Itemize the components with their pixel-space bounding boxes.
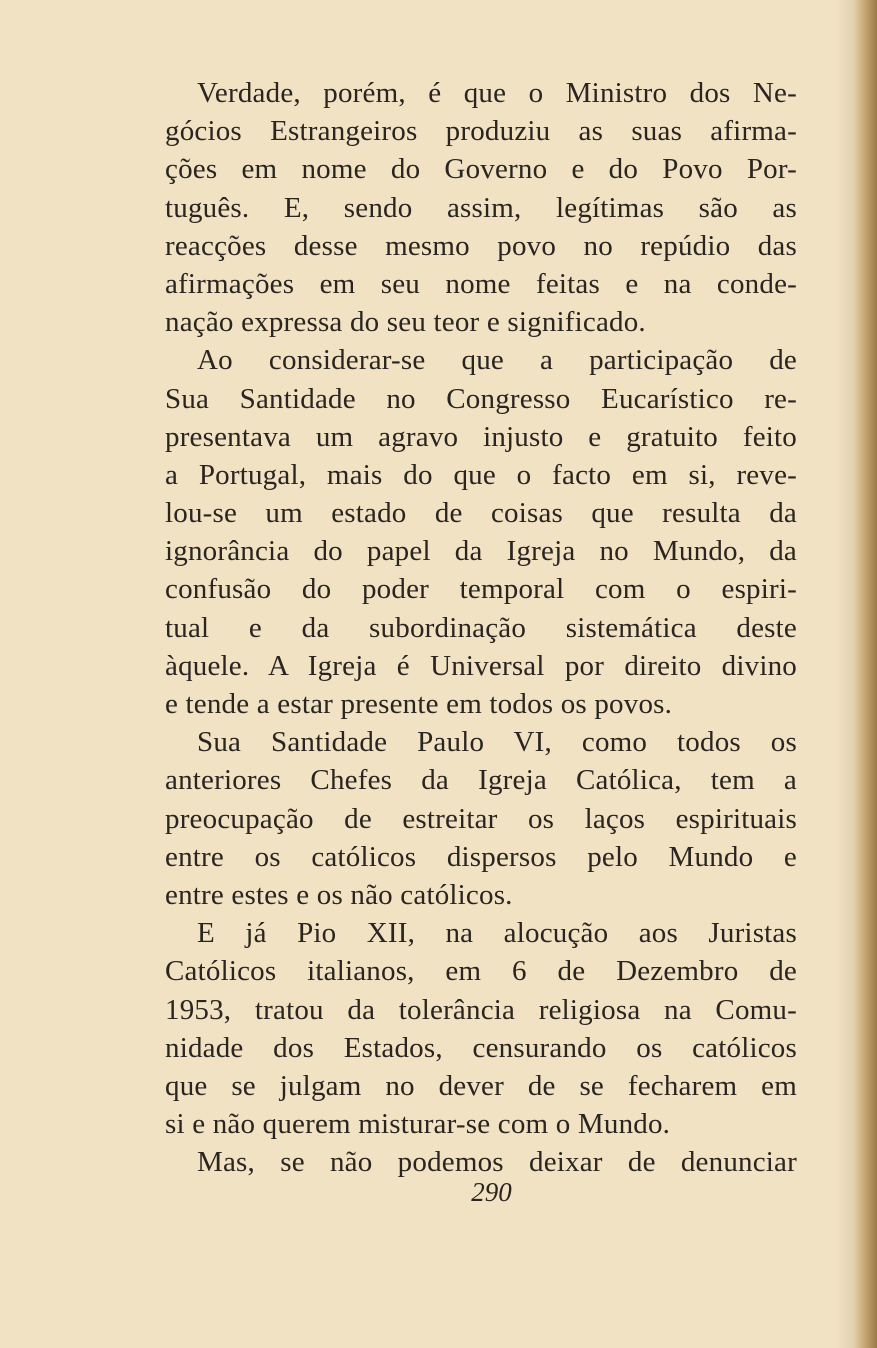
text-line: lou-se um estado de coisas que resulta da — [165, 497, 797, 530]
text-line: anteriores Chefes da Igreja Católica, tem a — [165, 764, 797, 797]
text-line: e tende a estar presente em todos os povos. — [165, 688, 673, 720]
text-line: confusão do poder temporal com o espiri- — [165, 573, 797, 606]
text-line: ignorância do papel da Igreja no Mundo, da — [165, 535, 797, 568]
page-number-container — [0, 1177, 877, 1208]
text-line: tual e da subordinação sistemática deste — [165, 611, 797, 644]
text-line: entre os católicos dispersos pelo Mundo e — [165, 840, 797, 873]
text-line: ções em nome do Governo e do Povo Por- — [165, 153, 797, 186]
text-line: àquele. A Igreja é Universal por direito divino — [165, 649, 797, 682]
text-line: Mas, se não podemos deixar de denunciar — [197, 1146, 797, 1179]
text-line: Sua Santidade Paulo VI, como todos os — [197, 726, 797, 759]
page-gutter-shadow — [835, 0, 853, 1348]
text-line: Verdade, porém, é que o Ministro dos Ne- — [197, 77, 797, 109]
text-line: nação expressa do seu teor e significado. — [165, 306, 646, 339]
text-line: a Portugal, mais do que o facto em si, reve- — [165, 458, 797, 491]
text-line: tuguês. E, sendo assim, legítimas são as — [165, 191, 797, 224]
text-line: nidade dos Estados, censurando os católicos — [165, 1031, 797, 1064]
text-line: Ao considerar-se que a participação de — [197, 344, 797, 377]
text-line: gócios Estrangeiros produziu as suas afirma- — [165, 115, 797, 148]
text-line: Católicos italianos, em 6 de Dezembro de — [165, 955, 797, 988]
page-number: 290 — [471, 1177, 512, 1207]
text-line: E já Pio XII, na alocução aos Juristas — [197, 917, 797, 950]
text-line: afirmações em seu nome feitas e na conde- — [165, 267, 797, 300]
text-line: que se julgam no dever de se fecharem em — [165, 1069, 797, 1102]
text-line: 1953, tratou da tolerância religiosa na Comu- — [165, 993, 797, 1026]
text-line: entre estes e os não católicos. — [165, 878, 513, 911]
body-text — [165, 74, 797, 1181]
text-line: Sua Santidade no Congresso Eucarístico re- — [165, 382, 797, 415]
text-line: presentava um agravo injusto e gratuito feito — [165, 420, 797, 453]
page-edge — [853, 0, 877, 1348]
text-line: si e não querem misturar-se com o Mundo. — [165, 1108, 671, 1141]
text-line: reacções desse mesmo povo no repúdio das — [165, 229, 797, 262]
text-line: preocupação de estreitar os laços espirituais — [165, 802, 797, 835]
